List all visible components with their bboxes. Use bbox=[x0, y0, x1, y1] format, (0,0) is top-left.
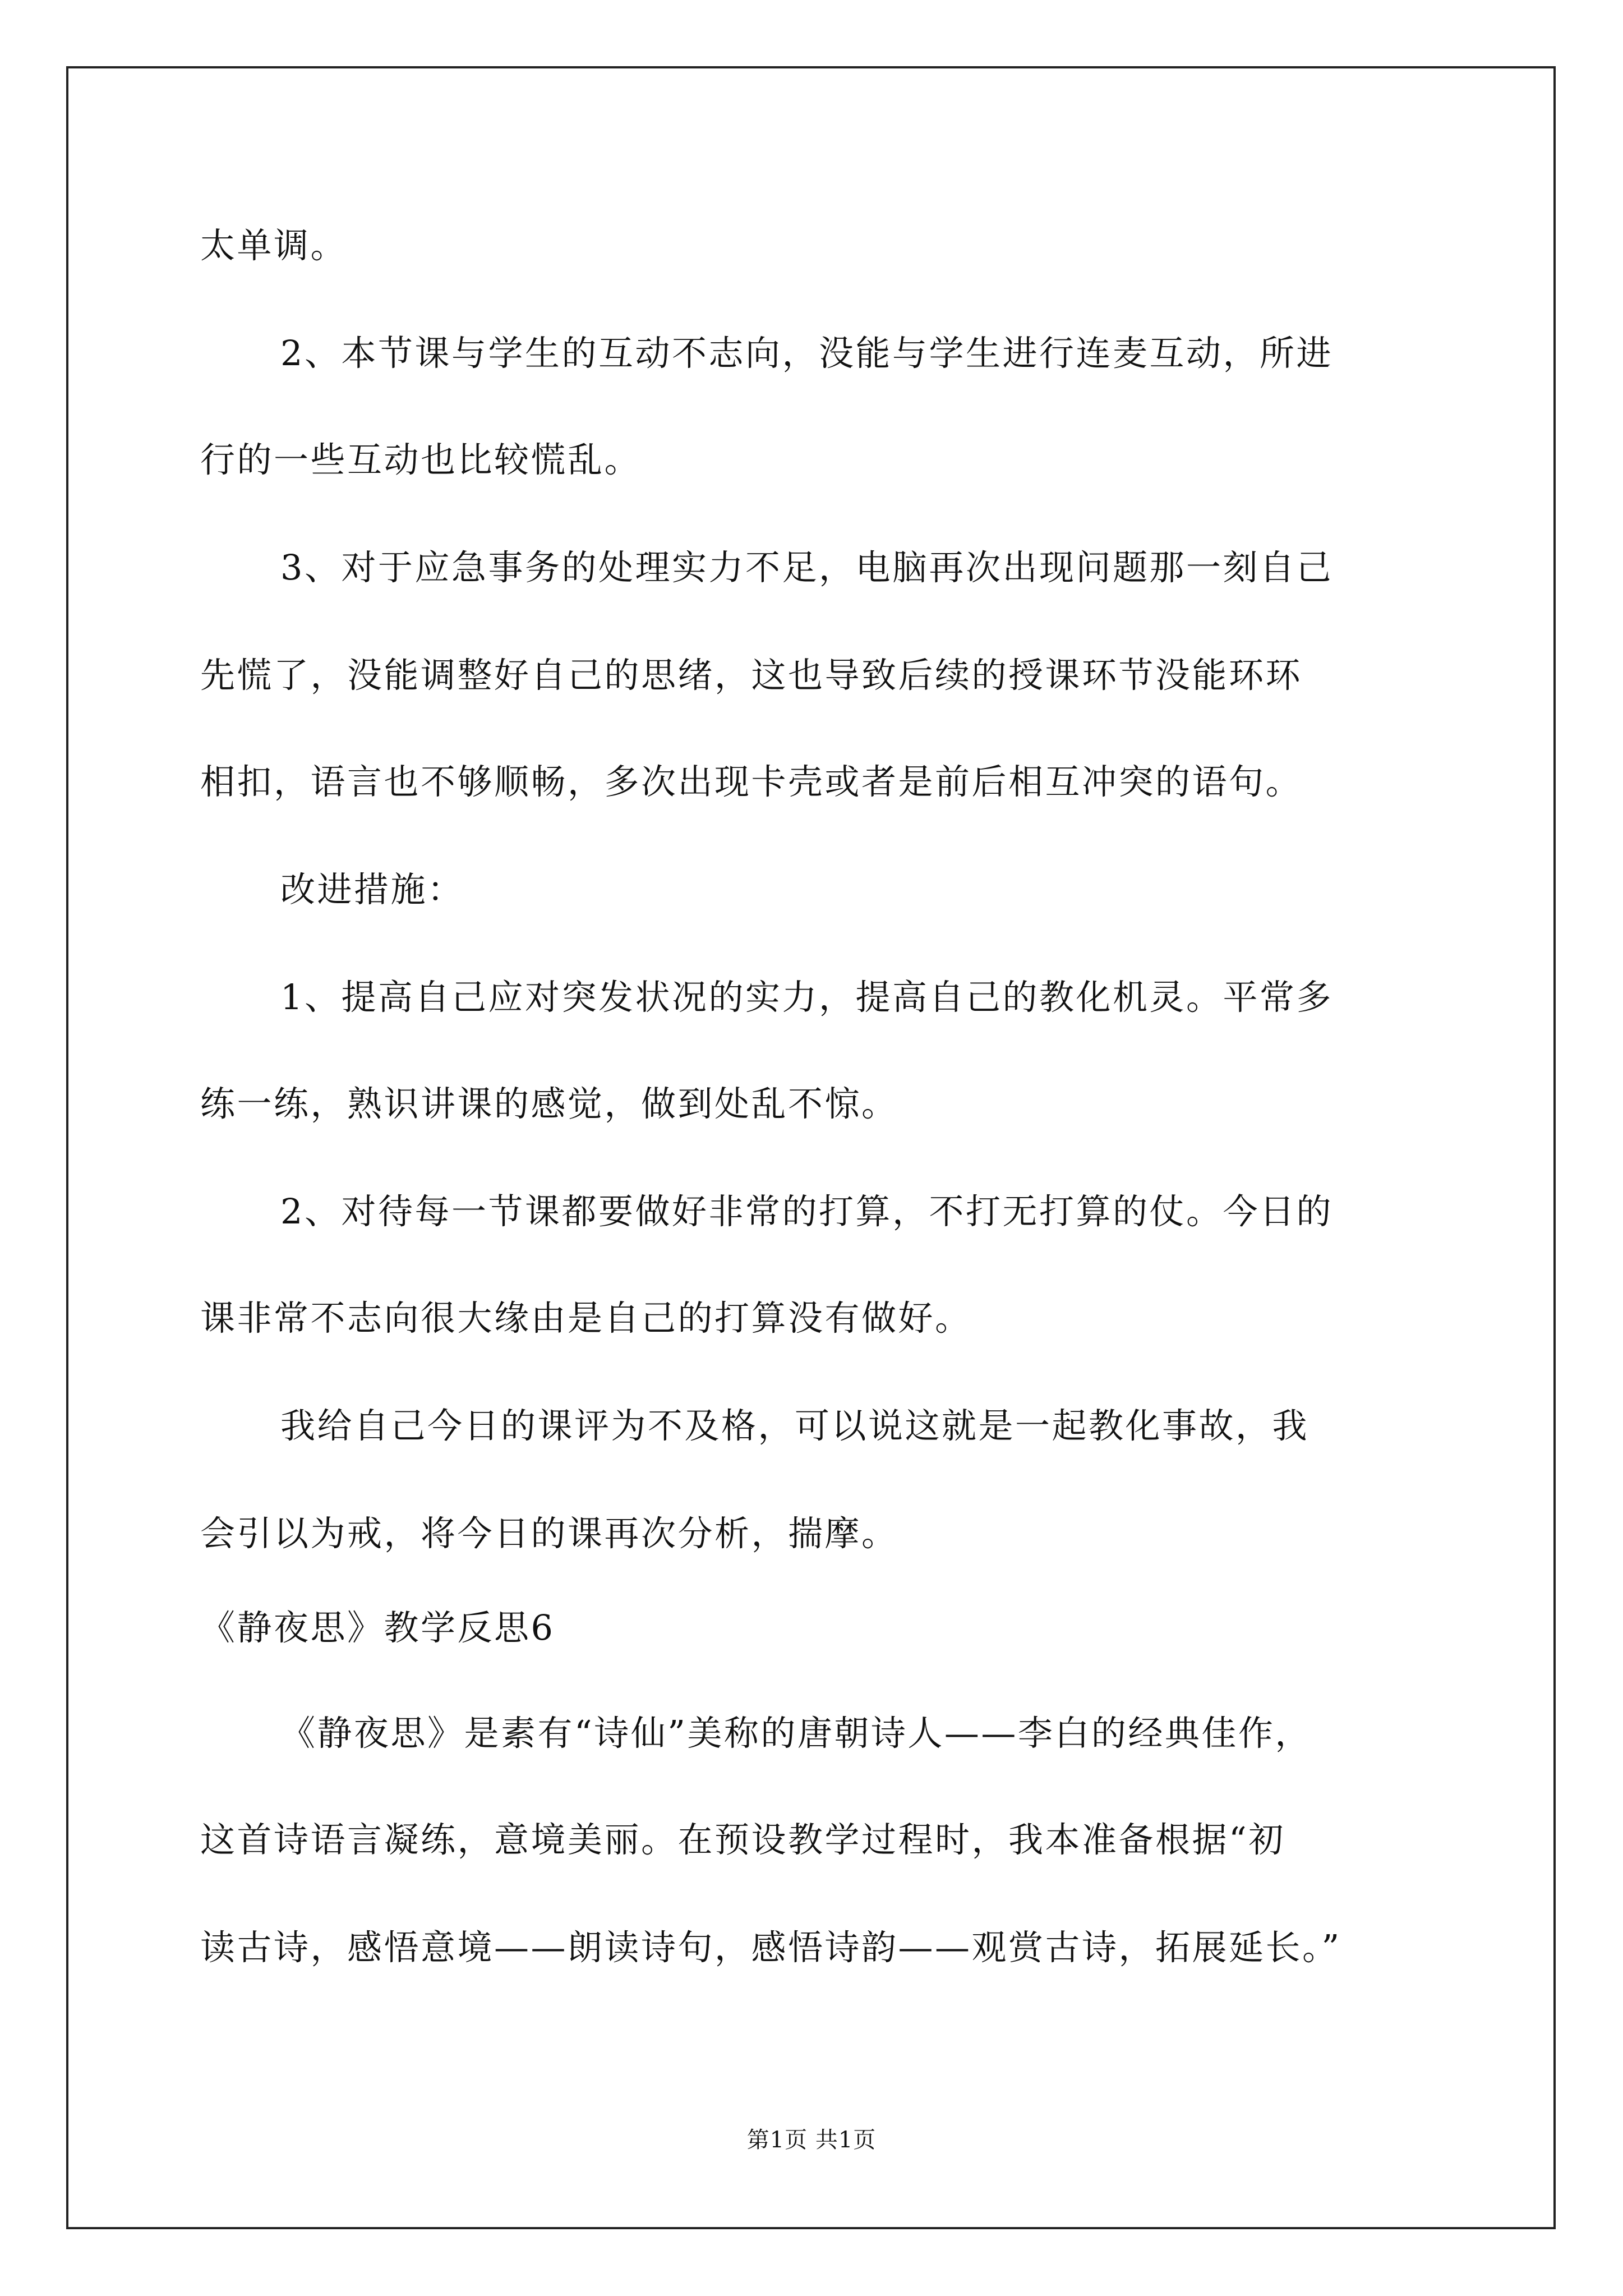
text-line: 行的一些互动也比较慌乱。 bbox=[200, 439, 642, 480]
text-line: 2、对待每一节课都要做好非常的打算，不打无打算的仗。今日的 bbox=[280, 1191, 1333, 1232]
text-line: 这首诗语言凝练，意境美丽。在预设教学过程时，我本准备根据“初 bbox=[200, 1819, 1285, 1860]
text-line: 2、本节课与学生的互动不志向，没能与学生进行连麦互动，所进 bbox=[280, 333, 1333, 374]
text-line: 练一练，熟识讲课的感觉，做到处乱不惊。 bbox=[200, 1083, 898, 1124]
text-line: 《静夜思》是素有“诗仙”美称的唐朝诗人——李白的经典佳作， bbox=[280, 1713, 1312, 1754]
text-line: 会引以为戒，将今日的课再次分析，揣摩。 bbox=[200, 1513, 898, 1554]
page-number: 第1页 共1页 bbox=[746, 2127, 877, 2153]
text-line: 先慌了，没能调整好自己的思绪，这也导致后续的授课环节没能环环 bbox=[200, 655, 1303, 696]
text-line: 改进措施： bbox=[280, 869, 464, 910]
page-border bbox=[66, 66, 1556, 2229]
text-line: 太单调。 bbox=[200, 225, 348, 266]
section-heading: 《静夜思》教学反思6 bbox=[200, 1607, 555, 1648]
text-line: 读古诗，感悟意境——朗读诗句，感悟诗韵——观赏古诗，拓展延长。” bbox=[200, 1927, 1341, 1968]
text-line: 我给自己今日的课评为不及格，可以说这就是一起教化事故，我 bbox=[280, 1405, 1310, 1446]
text-line: 相扣，语言也不够顺畅，多次出现卡壳或者是前后相互冲突的语句。 bbox=[200, 761, 1303, 802]
text-line: 1、提高自己应对突发状况的实力，提高自己的教化机灵。平常多 bbox=[280, 977, 1333, 1018]
text-line: 课非常不志向很大缘由是自己的打算没有做好。 bbox=[200, 1297, 972, 1338]
text-line: 3、对于应急事务的处理实力不足，电脑再次出现问题那一刻自己 bbox=[280, 547, 1333, 588]
